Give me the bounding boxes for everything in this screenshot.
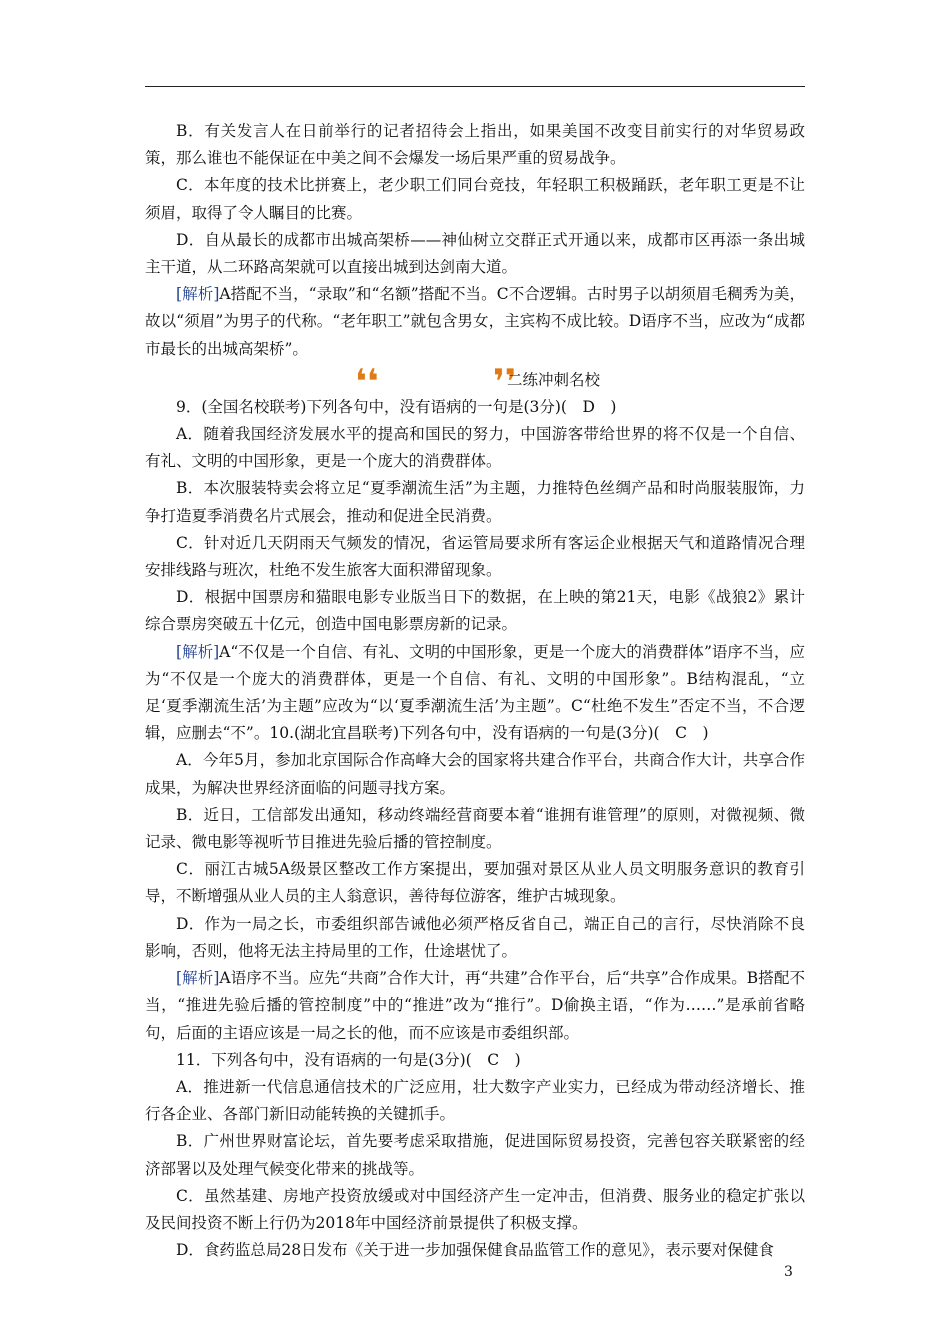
- header-rule: [145, 86, 805, 87]
- section-title: 二练冲刺名校: [507, 370, 601, 389]
- question-9-stem: 9．(全国名校联考)下列各句中，没有语病的一句是(3分)( D ): [176, 397, 617, 416]
- question-9-option-d: D．根据中国票房和猫眼电影专业版当日下的数据，在上映的第21天，电影《战狼2》累计综合票房突破五十亿元，创造中国电影票房新的记录。: [145, 588, 805, 634]
- option-d: D．自从最长的成都市出城高架桥——神仙树立交群正式开通以来，成都市区再添一条出城主干道，从二环路高架就可以直接出城到达剑南大道。: [145, 230, 805, 277]
- page-number: 3: [784, 1264, 793, 1280]
- question-9-option-c: C．针对近几天阴雨天气频发的情况，省运管局要求所有客运企业根据天气和道路情况合理安排线路与班次，杜绝不发生旅客大面积滞留现象。: [145, 533, 805, 580]
- question-9-option-b: B．本次服装特卖会将立足“夏季潮流生活”为主题，力推特色丝绸产品和时尚服装服饰，力争打造夏季消费名片式展会，推动和促进全民消费。: [145, 479, 805, 525]
- question-9-option-a: A．随着我国经济发展水平的提高和国民的努力，中国游客带给世界的将不仅是一个自信、有礼、文明的中国形象，更是一个庞大的消费群体。: [145, 425, 805, 471]
- question-10-option-c: C．丽江古城5A级景区整改工作方案提出，要加强对景区从业人员文明服务意识的教育引导，不断增强从业人员的主人翁意识，善待每位游客，维护古城现象。: [145, 860, 805, 906]
- question-11-option-c: C．虽然基建、房地产投资放缓或对中国经济产生一定冲击，但消费、服务业的稳定扩张以及民间投资不断上行仍为2018年中国经济前景提供了积极支撑。: [145, 1186, 805, 1232]
- question-11-option-b: B．广州世界财富论坛，首先要考虑采取措施，促进国际贸易投资，完善包容关联紧密的经济部署以及处理气候变化带来的挑战等。: [145, 1132, 805, 1178]
- option-c: C．本年度的技术比拼赛上，老少职工们同台竞技，年轻职工积极踊跃，老年职工更是不让须眉，取得了令人瞩目的比赛。: [145, 176, 805, 222]
- close-quote-icon: ❜❜: [493, 361, 517, 402]
- analysis-text: A搭配不当，“录取”和“名额”搭配不当。C不合逻辑。古时男子以胡须眉毛稠秀为美，故以“须眉”为男子的代称。“老年职工”就包含男女，主宾构不成比较。D语序不当，应改为“成都市最长的出城高架桥”。: [145, 285, 805, 358]
- section-banner: [145, 361, 805, 402]
- analysis-paragraph: [145, 639, 805, 748]
- document-body: [145, 118, 805, 1264]
- question-10-option-b: B．近日，工信部发出通知，移动终端经营商要本着“谁拥有谁管理”的原则，对微视频、微记录、微电影等视听节目推进先验后播的管控制度。: [145, 805, 805, 852]
- analysis-tag: [解析]: [176, 285, 220, 304]
- analysis-tag: [解析]: [176, 642, 220, 661]
- analysis-text: A语序不当。应先“共商”合作大计，再“共建”合作平台，后“共享”合作成果。B搭配不当，“推进先验后播的管控制度”中的“推进”改为“推行”。D偷换主语，“作为……”是承前省略句，后面的主语应该是一局之长的他，而不应该是市委组织部。: [145, 969, 805, 1042]
- open-quote-icon: ❛❛: [355, 361, 379, 402]
- question-11-stem: 11．下列各句中，没有语病的一句是(3分)( C ): [176, 1050, 521, 1069]
- question-10-option-a: A．今年5月，参加北京国际合作高峰大会的国家将共建合作平台，共商合作大计，共享合作成果，为解决世界经济面临的问题寻找方案。: [145, 751, 805, 797]
- analysis-tag: [解析]: [176, 969, 220, 988]
- question-11-option-a: A．推进新一代信息通信技术的广泛应用，壮大数字产业实力，已经成为带动经济增长、推行各企业、各部门新旧动能转换的关键抓手。: [145, 1077, 805, 1124]
- analysis-paragraph: [145, 965, 805, 1047]
- option-b: B．有关发言人在日前举行的记者招待会上指出，如果美国不改变目前实行的对华贸易政策，那么谁也不能保证在中美之间不会爆发一场后果严重的贸易战争。: [145, 122, 805, 168]
- analysis-text: A“不仅是一个自信、有礼、文明的中国形象，更是一个庞大的消费群体”语序不当，应为“不仅是一个庞大的消费群体，更是一个自信、有礼、文明的中国形象”。B结构混乱，“立足‘夏季潮流生活’为主题”应改为“以‘夏季潮流生活’为主题”。C“杜绝不发生”否定不当，不合逻辑，应删去“不”。10.(湖北宜昌联考)下列各句中，没有语病的一句是(3分)( C ): [145, 642, 805, 743]
- question-10-option-d: D．作为一局之长，市委组织部告诫他必须严格反省自己，端正自己的言行，尽快消除不良影响，否则，他将无法主持局里的工作，仕途堪忧了。: [145, 914, 805, 960]
- question-11-option-d: D．食药监总局28日发布《关于进一步加强保健食品监管工作的意见》，表示要对保健食: [176, 1241, 774, 1260]
- analysis-paragraph: [145, 281, 805, 363]
